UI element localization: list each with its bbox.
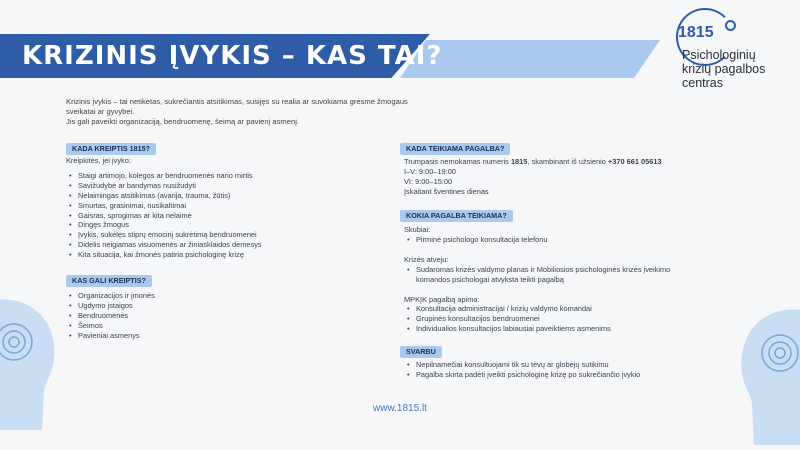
section-title-what-help: KOKIA PAGALBA TEIKIAMA? bbox=[400, 210, 513, 222]
list-item: • Organizacijos ir įmonės bbox=[78, 291, 366, 301]
logo bbox=[676, 8, 796, 88]
list-item: • Konsultacija administracijai / krizių valdymo komandai bbox=[416, 304, 684, 314]
list-item: • Grupinės konsultacijos bendruomenei bbox=[416, 314, 684, 324]
intro-text: Krizinis įvykis – tai netikėtas, sukrečiantis atsitikimas, susijęs su realia ar suvokiama grėsme žmogaus sveikatai ar gyvybei. Jis gali paveikti organizaciją, bendruomenę, šeimą ar pavienį asmenį. bbox=[66, 97, 408, 126]
list-item: • Pagalba skirta padėti įveikti psichologinę krizę po sukrečiančio įvykio bbox=[416, 370, 724, 380]
head-illustration-right bbox=[732, 295, 800, 445]
list-item: • Šeimos bbox=[78, 321, 366, 331]
list-item: • Sudaromas krizės valdymo planas ir Mobiliosios psichologinės krizės įveikimo komandos psichologai atvyksta teikti pagalbą bbox=[416, 265, 684, 285]
logo-dot-icon bbox=[725, 20, 736, 31]
list-item: • Gaisras, sprogimas ar kita nelaimė bbox=[78, 211, 396, 221]
logo-number: 1815 bbox=[678, 24, 714, 41]
list-item: • Individualios konsultacijos labiausiai paveiktiems asmenims bbox=[416, 324, 684, 334]
who-contact-section bbox=[66, 291, 366, 341]
important-section bbox=[404, 360, 724, 380]
section-title-when-contact: KADA KREIPTIS 1815? bbox=[66, 143, 156, 155]
list-item: • Įvykis, sukėlęs stiprų emocinį sukrėtimą bendruomenei bbox=[78, 230, 396, 240]
list-item: • Bendruomenės bbox=[78, 311, 366, 321]
when-help-section: Trumpasis nemokamas numeris 1815, skambinant iš užsienio +370 661 05613 I–V: 9:00–19:00 VI: 9:00–15:00 Įskaitant šventines dienas bbox=[404, 157, 724, 197]
list-item: • Kita situacija, kai žmonės patiria psichologinę krizę bbox=[78, 250, 396, 260]
list-item: • Pavieniai asmenys bbox=[78, 331, 366, 341]
section-title-when-help: KADA TEIKIAMA PAGALBA? bbox=[400, 143, 510, 155]
section-title-important: SVARBU bbox=[400, 346, 442, 358]
page-title: KRIZINIS ĮVYKIS – KAS TAI? bbox=[22, 41, 443, 71]
list-item: • Nelaimingas atsitikimas (avarija, trauma, žūtis) bbox=[78, 191, 396, 201]
list-item: • Smurtas, grasinimai, nusikaltimai bbox=[78, 201, 396, 211]
phone-line: Trumpasis nemokamas numeris 1815, skambinant iš užsienio +370 661 05613 bbox=[404, 157, 662, 166]
when-contact-list bbox=[66, 171, 396, 260]
logo-text: Psichologinių krizių pagalbos centras bbox=[682, 48, 766, 90]
what-help-section: Skubiai: • Pirminė psichologo konsultacija telefonu Krizės atveju: • Sudaromas krizės valdymo planas ir Mobiliosios psichologinės krizės įveikimo komandos psichologai atvyksta teikti pagalbą MPKĮK pagalbą apima: • Konsultacija administracijai / krizių valdymo komandai • Grupinės konsultacijos bendruomenei • Individualios konsultacijos labiausiai paveiktiems asmenims bbox=[404, 225, 684, 334]
list-item: • Savižudybė ar bandymas nusižudyti bbox=[78, 181, 396, 191]
list-item: • Nepilnamečiai konsultuojami tik su tėvų ar globėjų sutikimu bbox=[416, 360, 724, 370]
list-item: • Dingęs žmogus bbox=[78, 220, 396, 230]
list-item: • Staigi artimojo, kolegos ar bendruomenės nario mirtis bbox=[78, 171, 396, 181]
list-item: • Pirminė psichologo konsultacija telefonu bbox=[416, 235, 684, 245]
who-contact-list bbox=[66, 291, 366, 341]
phone-number[interactable]: 1815 bbox=[510, 157, 528, 166]
list-item: • Ugdymo įstaigos bbox=[78, 301, 366, 311]
intl-phone-number[interactable]: +370 661 05613 bbox=[607, 157, 662, 166]
when-contact-section: Kreipkitės, jei įvyko: • Staigi artimojo, kolegos ar bendruomenės nario mirtis • Savižudybė ar bandymas nusižudyti • Nelaimingas atsitikimas (avarija, trauma, žūtis) • Smurtas, grasinimai, nusikaltimai • Gaisras, sprogimas ar kita nelaimė • Dingęs žmogus • Įvykis, sukėlęs stiprų emocinį sukrėtimą bendruomenei • Didelis neigiamas visuomenės ar žiniasklaidos dėmesys • Kita situacija, kai žmonės patiria psichologinę krizę bbox=[66, 156, 396, 260]
website-link[interactable]: www.1815.lt bbox=[373, 403, 427, 414]
list-item: • Didelis neigiamas visuomenės ar žiniasklaidos dėmesys bbox=[78, 240, 396, 250]
section-title-who-contact: KAS GALI KREIPTIS? bbox=[66, 275, 152, 287]
